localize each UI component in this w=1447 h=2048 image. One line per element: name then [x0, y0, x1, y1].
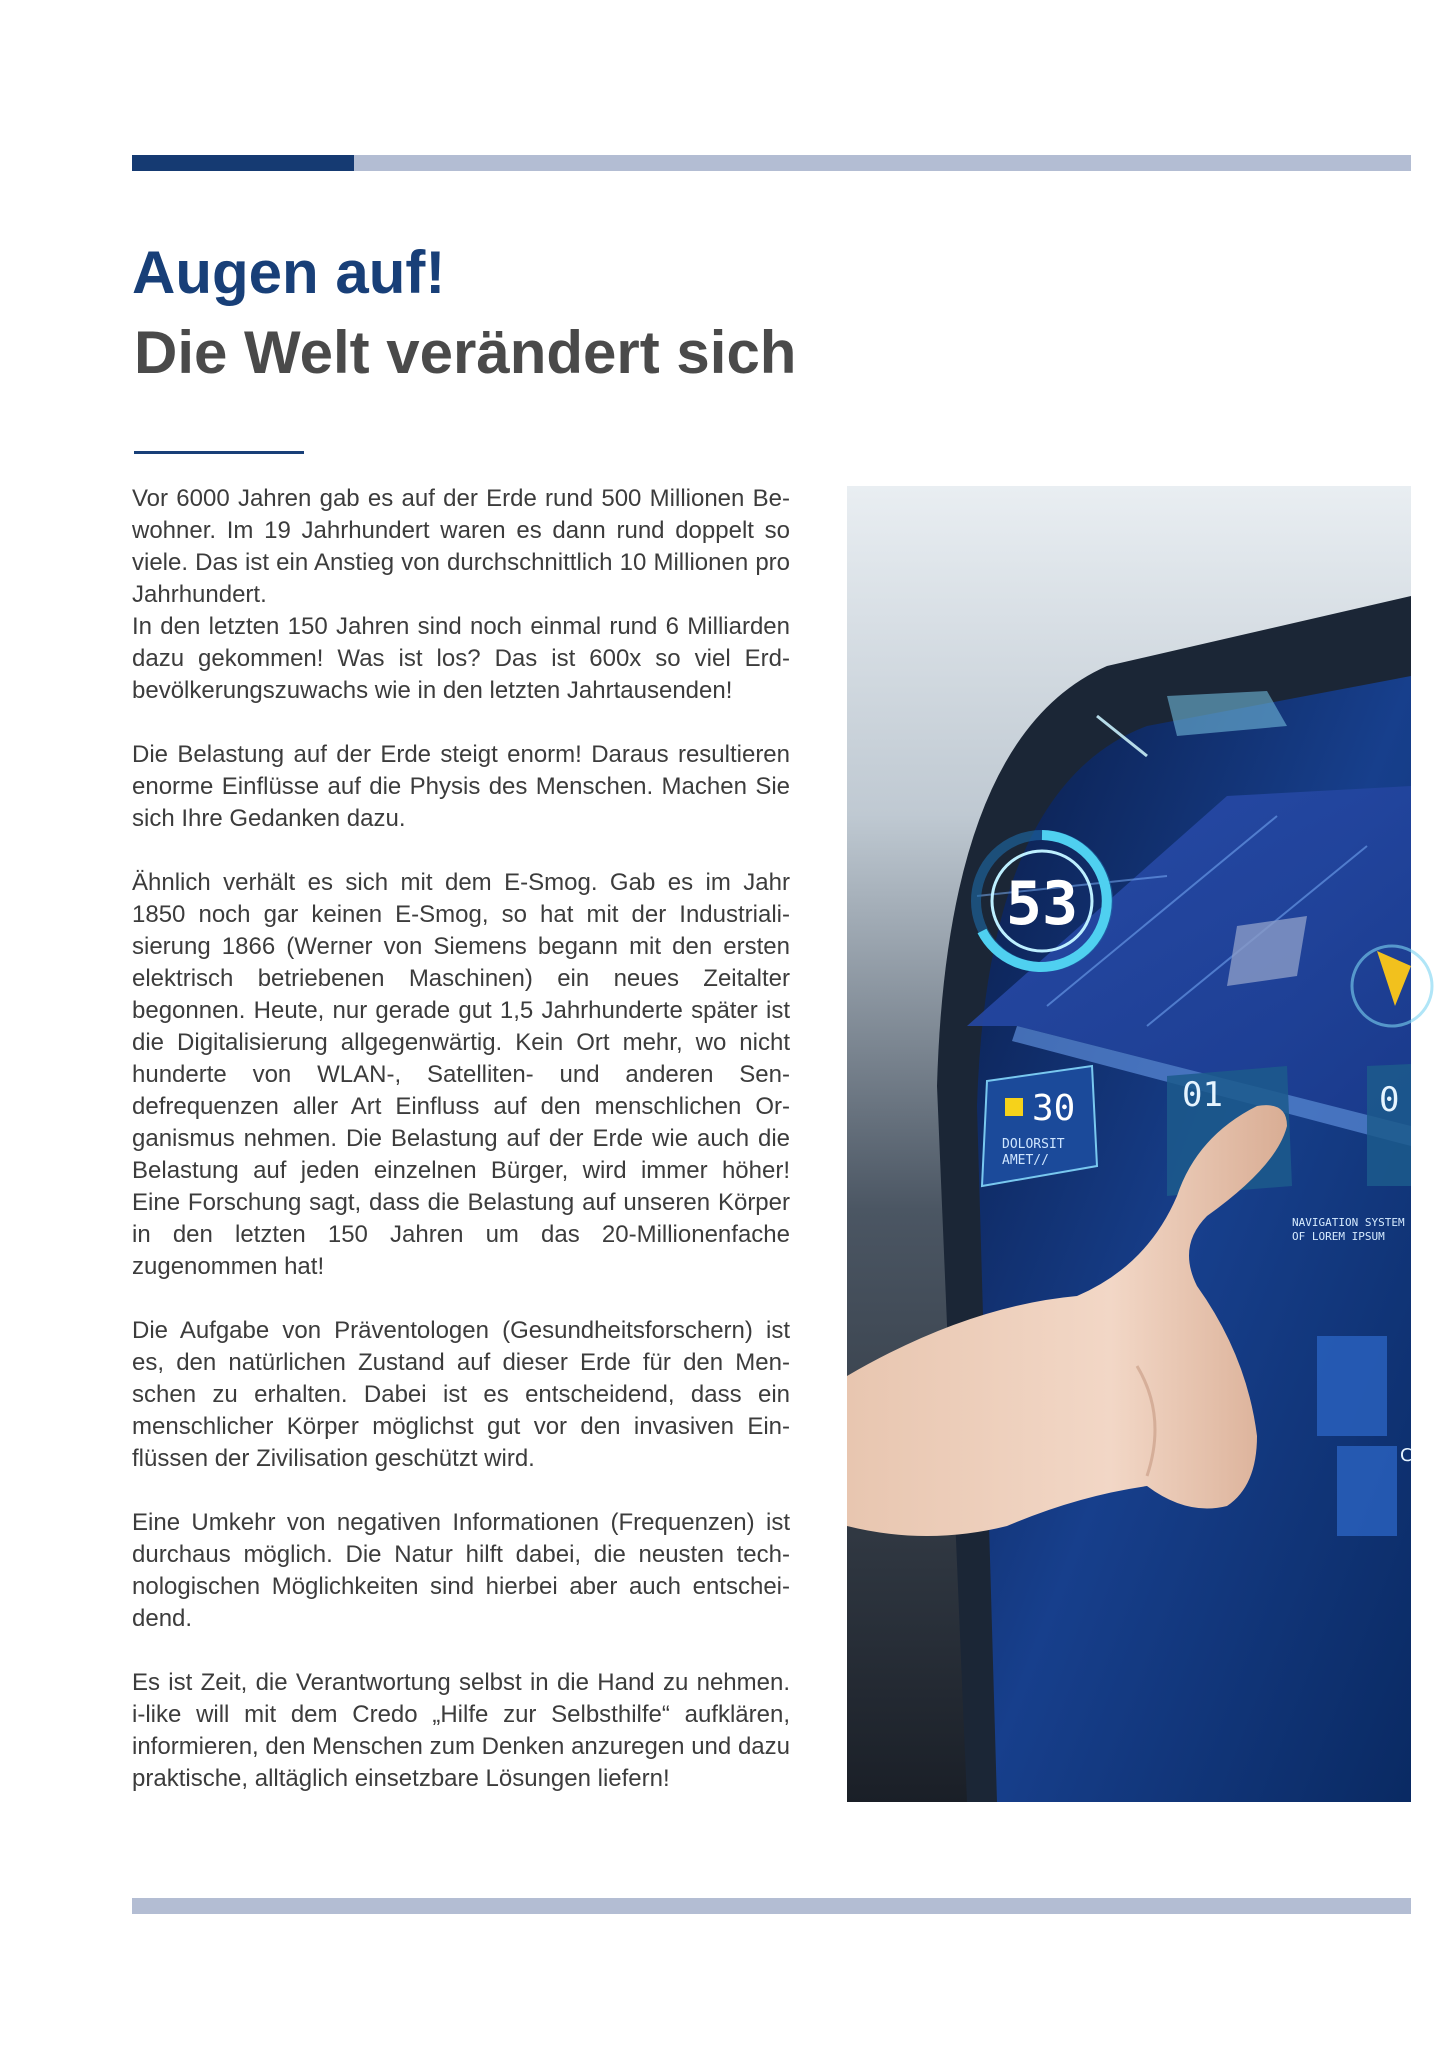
paragraph-6: Eine Umkehr von negativen Informationen (Frequenzen) ist durchaus möglich. Die Natur hilft dabei, die neusten technologischen Möglichkeiten sind hierbei aber auch entscheidend.	[132, 1509, 790, 1632]
article-body	[132, 483, 790, 1827]
panel-value-1: 01	[1182, 1075, 1223, 1115]
title-underline	[134, 451, 304, 454]
title-line-1: Augen auf!	[132, 239, 446, 306]
tile-label-2: AMET//	[1002, 1153, 1049, 1168]
dashboard-touchscreen-photo	[847, 486, 1411, 1802]
paragraph-1: Vor 6000 Jahren gab es auf der Erde rund 500 Millionen Bewohner. Im 19 Jahrhundert waren es dann rund doppelt so viele. Das ist ein Anstieg von durchschnittlich 10 Millionen pro Jahrhundert.	[132, 485, 790, 608]
paragraph-7: Es ist Zeit, die Verantwortung selbst in die Hand zu nehmen. i-like will mit dem Credo „Hilfe zur Selbsthilfe“ aufklären, informieren, den Menschen zum Denken anzuregen und dazu praktische, alltäglich einsetzbare Lösungen liefern!	[132, 1669, 790, 1792]
tile-label-1: DOLORSIT	[1002, 1137, 1065, 1152]
side-label: C	[1400, 1445, 1413, 1466]
tile-value: 30	[1032, 1088, 1076, 1129]
gauge-value: 53	[1005, 869, 1079, 939]
panel-value-2: 0	[1379, 1080, 1400, 1120]
top-divider-accent	[132, 155, 354, 171]
paragraph-4: Ähnlich verhält es sich mit dem E-Smog. Gab es im Jahr 1850 noch gar keinen E-Smog, so hat mit der Industrialisierung 1866 (Werner von Siemens begann mit den ersten elektrisch betriebenen Maschinen) ein neues Zeitalter begonnen. Heute, nur gerade gut 1,5 Jahrhunderte später ist die Digitalisierung allgegenwärtig. Kein Ort mehr, wo nicht hunderte von WLAN-, Satelliten- und anderen Sendefrequenzen aller Art Einfluss auf den menschlichen Organismus nehmen. Die Belastung auf der Erde wie auch die Belastung auf jeden einzelnen Bürger, wird immer höher! Eine Forschung sagt, dass die Belastung auf unseren Körper in den letzten 150 Jahren um das 20-Millionenfache zugenommen hat!	[132, 869, 790, 1280]
nav-label-1: NAVIGATION SYSTEM	[1292, 1216, 1405, 1229]
bottom-divider-bar	[132, 1898, 1411, 1914]
title-line-2: Die Welt verändert sich	[134, 319, 797, 386]
paragraph-5: Die Aufgabe von Präventologen (Gesundheitsforschern) ist es, den natürlichen Zustand auf dieser Erde für den Menschen zu erhalten. Dabei ist es entscheidend, dass ein menschlicher Körper möglichst gut vor den invasiven Einflüssen der Zivilisation geschützt wird.	[132, 1317, 790, 1472]
paragraph-3: Die Belastung auf der Erde steigt enorm! Daraus resultieren enorme Einflüsse auf die Physis des Menschen. Machen Sie sich Ihre Gedanken dazu.	[132, 741, 790, 832]
top-divider-bar	[132, 155, 1411, 171]
nav-label-2: OF LOREM IPSUM	[1292, 1230, 1385, 1243]
paragraph-2: In den letzten 150 Jahren sind noch einmal rund 6 Milliarden dazu gekommen! Was ist los? Das ist 600x so viel Erdbevölkerungszuwachs wie in den letzten Jahrtausenden!	[132, 613, 790, 704]
